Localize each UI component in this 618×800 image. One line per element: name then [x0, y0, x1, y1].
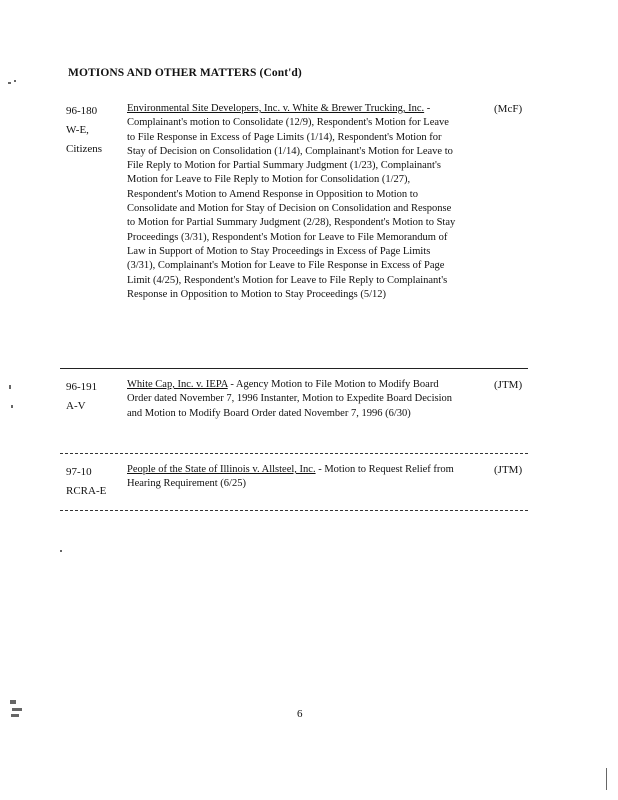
- docket-number: 96-180: [66, 105, 98, 117]
- scan-artifact: [10, 700, 16, 704]
- case-title: White Cap, Inc. v. IEPA: [127, 379, 228, 390]
- docket-number: 96-191: [66, 381, 98, 393]
- entry-divider: [60, 453, 528, 454]
- docket-type: RCRA-E: [66, 485, 107, 497]
- assigned-initials: (JTM): [494, 379, 523, 391]
- case-title: People of the State of Illinois v. Allsteel, Inc.: [127, 464, 316, 475]
- scan-artifact: [9, 385, 11, 389]
- scan-artifact: [14, 80, 16, 82]
- case-title: Environmental Site Developers, Inc. v. White & Brewer Trucking, Inc.: [127, 103, 425, 114]
- section-heading: MOTIONS AND OTHER MATTERS (Cont'd): [68, 67, 302, 79]
- docket-column: [66, 463, 121, 501]
- scan-artifact: [606, 768, 607, 790]
- assigned-initials: (McF): [494, 103, 523, 115]
- scan-artifact: [11, 405, 13, 408]
- entry-description: - Complainant's motion to Consolidate (12/9), Respondent's Motion for Leave to File Response in Excess of Page Limits (1/14), Respondent's Motion for Stay of Decision on Consolidation (1/14), Complainant's Motion for Leave to File Reply to Motion for Partial Summary Judgment (1/23), Complainant's Motion for Leave to File Reply to Motion for Consolidation (1/27), Respondent's Motion to Amend Response in Opposition to Motion to Consolidate and Motion for Stay of Decision on Consolidation and Response to Motion for Partial Summary Judgment (2/28), Respondent's Motion to Stay Proceedings (3/31), Respondent's Motion for Leave to File Memorandum of Law in Support of Motion to Stay Proceedings in Excess of Page Limits (3/31), Complainant's Motion for Leave to File Response in Excess of Page Limit (4/25), Respondent's Motion for Leave to File Reply to Complainant's Response in Opposition to Motion to Stay Proceedings (5/12): [127, 103, 456, 300]
- page-number: 6: [297, 708, 303, 720]
- docket-number: 97-10: [66, 466, 92, 478]
- entry-description: - Motion to Request Relief from Hearing Requirement (6/25): [127, 464, 454, 490]
- docket-column: [66, 102, 121, 159]
- docket-column: [66, 378, 121, 416]
- entry-divider: [60, 368, 528, 369]
- assigned-initials: (JTM): [494, 464, 523, 476]
- scan-artifact: [11, 714, 19, 717]
- entry-divider: [60, 510, 528, 511]
- entry-description: - Agency Motion to File Motion to Modify Board Order dated November 7, 1996 Instanter, Motion to Expedite Board Decision and Motion to Modify Board Order dated November 7, 1996 (6/30): [127, 379, 452, 419]
- scan-artifact: [12, 708, 22, 711]
- entry-body: [127, 378, 457, 421]
- docket-type: Citizens: [66, 143, 103, 155]
- docket-type: W-E,: [66, 124, 89, 136]
- scan-artifact: [60, 550, 62, 552]
- scan-artifact: [8, 82, 11, 84]
- entry-body: [127, 463, 457, 492]
- entry-body: [127, 102, 457, 302]
- docket-type: A-V: [66, 400, 86, 412]
